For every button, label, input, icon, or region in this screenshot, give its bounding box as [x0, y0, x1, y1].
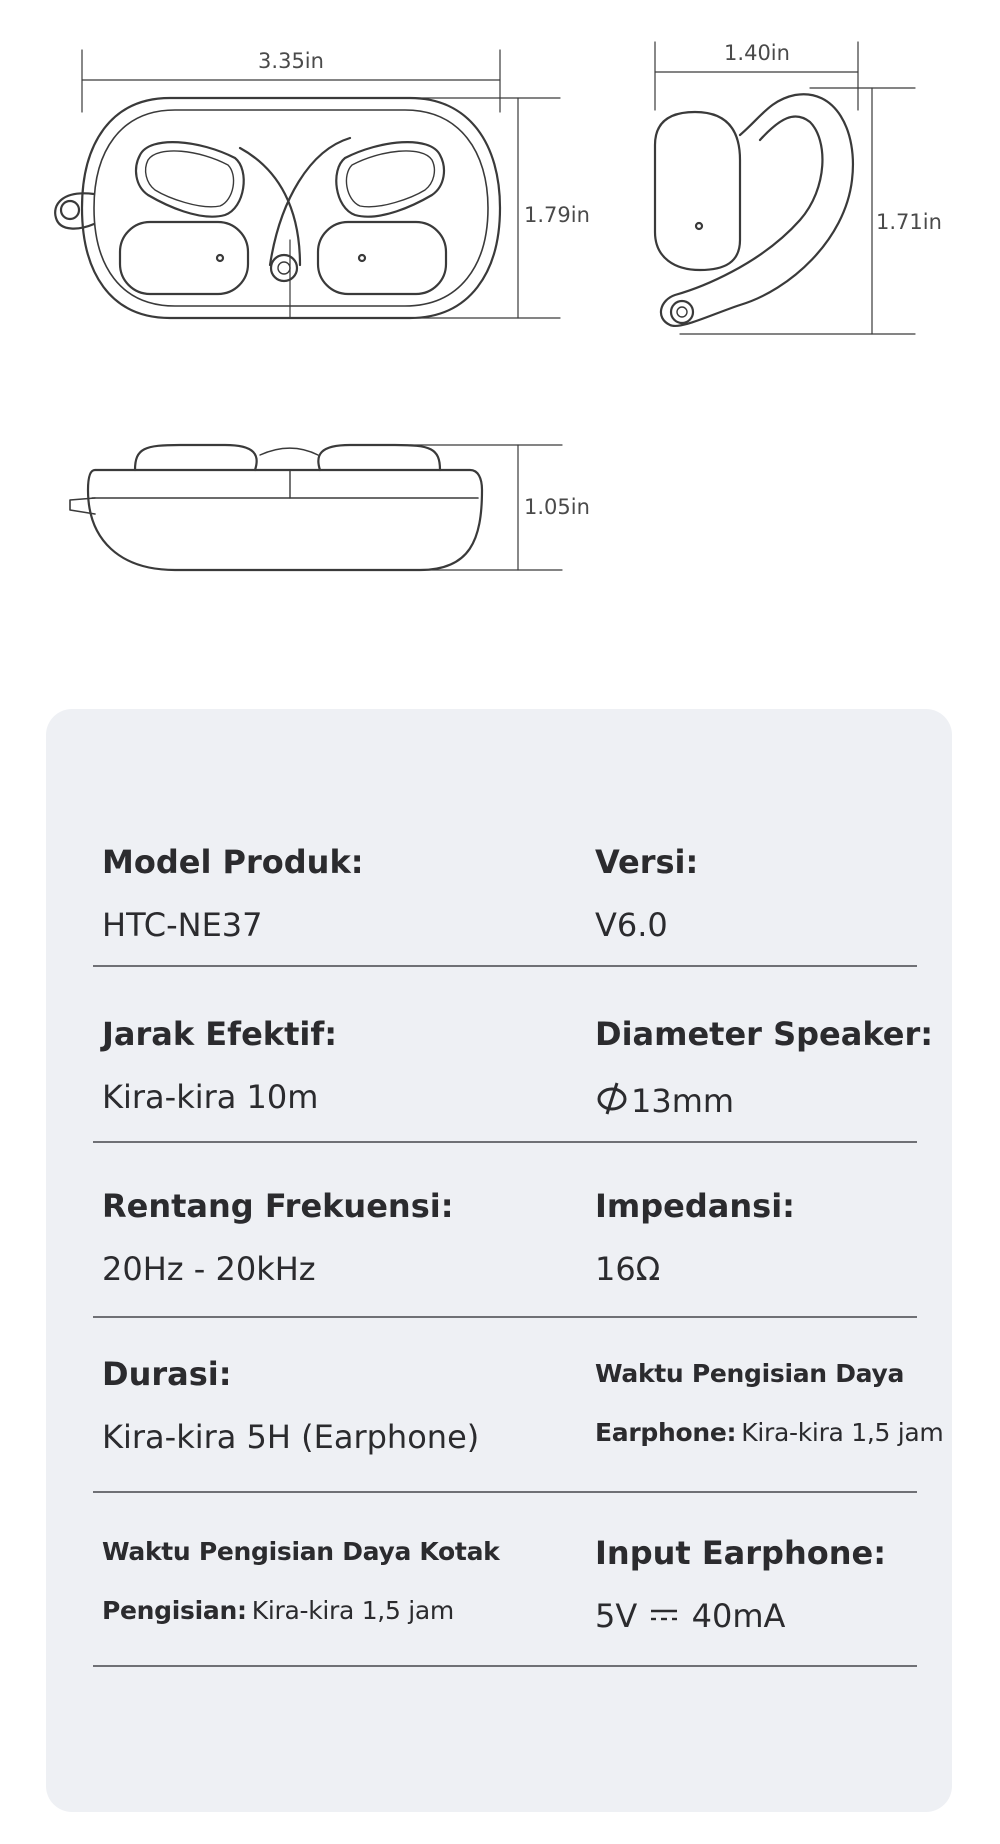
divider — [93, 1491, 917, 1493]
case-depth-label: 1.05in — [524, 495, 590, 519]
divider — [93, 1141, 917, 1143]
model-label: Model Produk: — [102, 843, 364, 881]
earphone-charge-value: Kira-kira 1,5 jam — [741, 1418, 944, 1447]
range-value: Kira-kira 10m — [102, 1078, 319, 1116]
earphone-charge-label: Waktu Pengisian Daya — [595, 1359, 905, 1388]
speaker-value: 13mm — [631, 1082, 735, 1120]
freq-label: Rentang Frekuensi: — [102, 1187, 454, 1225]
divider — [93, 965, 917, 967]
range-label: Jarak Efektif: — [102, 1015, 338, 1053]
impedance-value: 16Ω — [595, 1250, 661, 1288]
freq-value: 20Hz - 20kHz — [102, 1250, 316, 1288]
case-charge-label: Waktu Pengisian Daya Kotak — [102, 1537, 500, 1566]
spec-panel — [46, 709, 952, 1812]
model-value: HTC-NE37 — [102, 906, 263, 944]
input-value-row — [595, 1597, 786, 1635]
case-top-view — [55, 50, 560, 318]
earbud-side-view — [655, 42, 915, 334]
earbud-width-label: 1.40in — [724, 41, 790, 65]
earbud-height-label: 1.71in — [876, 210, 942, 234]
case-height-label: 1.79in — [524, 203, 590, 227]
input-current: 40mA — [691, 1597, 786, 1635]
speaker-label: Diameter Speaker: — [595, 1015, 934, 1053]
diameter-icon — [595, 1081, 629, 1115]
version-value: V6.0 — [595, 906, 668, 944]
version-label: Versi: — [595, 843, 699, 881]
case-charge-value: Kira-kira 1,5 jam — [251, 1596, 454, 1625]
case-side-view — [70, 445, 562, 570]
dimension-diagrams — [0, 0, 1000, 600]
impedance-label: Impedansi: — [595, 1187, 795, 1225]
duration-value: Kira-kira 5H (Earphone) — [102, 1418, 480, 1456]
earphone-charge-row — [595, 1420, 943, 1445]
case-charge-label-2: Pengisian: — [102, 1596, 247, 1625]
divider — [93, 1665, 917, 1667]
duration-label: Durasi: — [102, 1355, 232, 1393]
case-charge-row — [102, 1598, 454, 1623]
divider — [93, 1316, 917, 1318]
input-voltage: 5V — [595, 1597, 638, 1635]
earphone-charge-label-2: Earphone: — [595, 1418, 737, 1447]
case-width-label: 3.35in — [258, 49, 324, 73]
dc-symbol-icon — [649, 1605, 679, 1625]
input-label: Input Earphone: — [595, 1534, 886, 1572]
speaker-value-row — [595, 1081, 735, 1120]
